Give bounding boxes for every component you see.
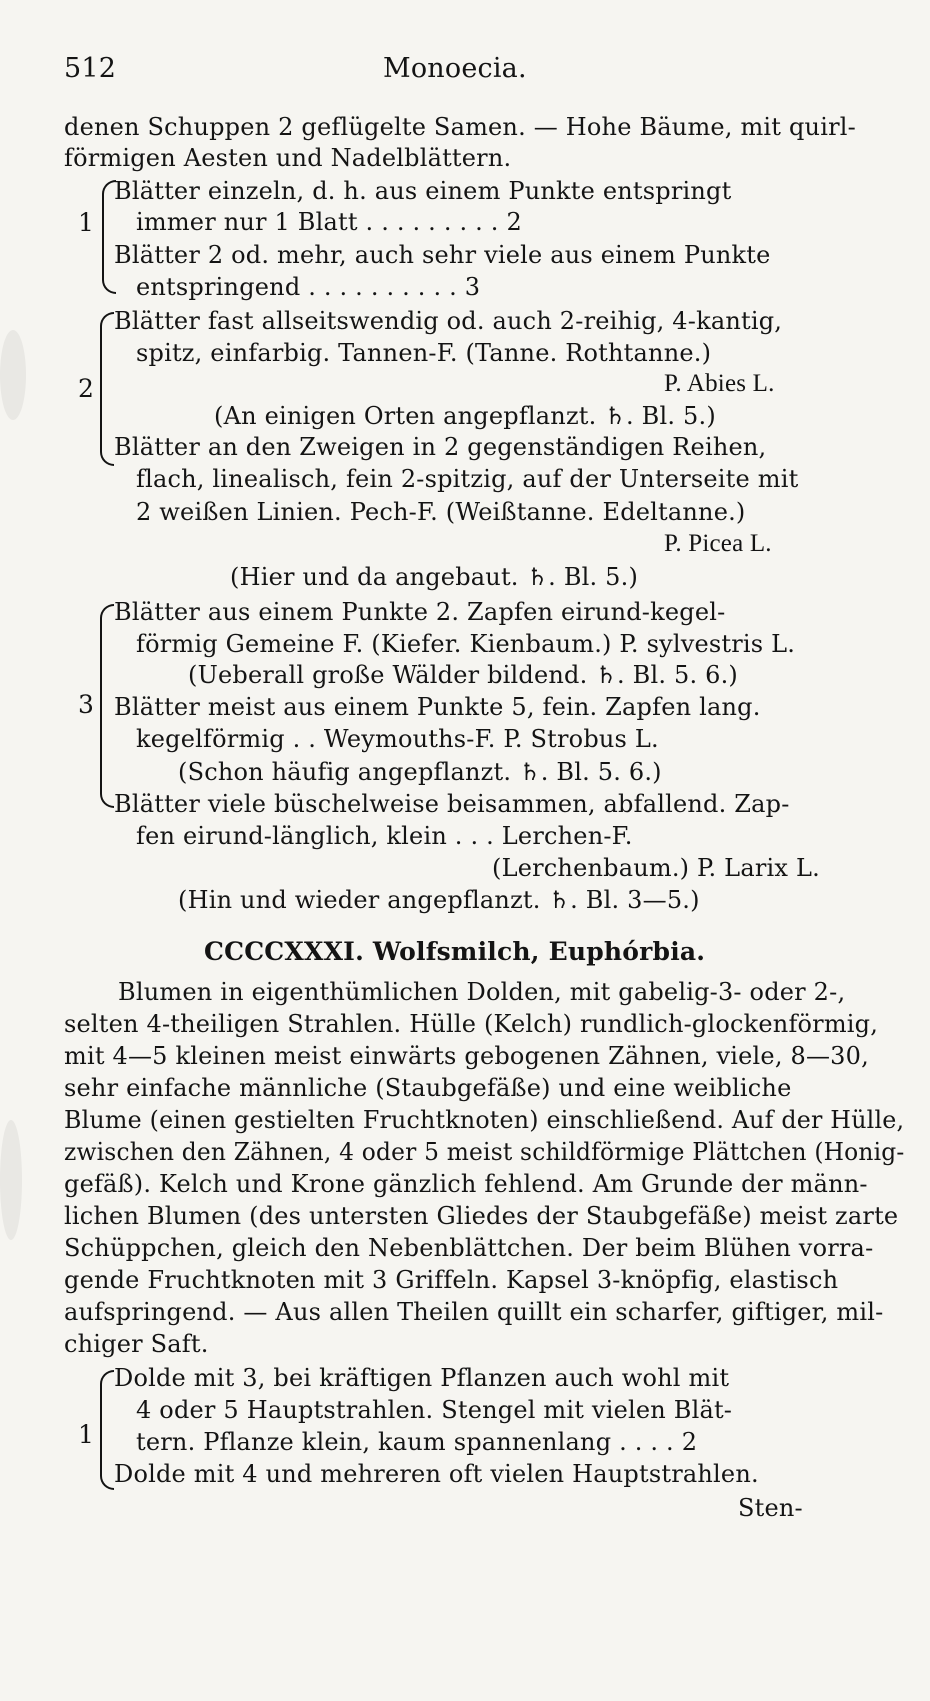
key-line: (Hin und wieder angepflanzt. ♄. Bl. 3—5.) xyxy=(178,886,700,914)
key-line: spitz, einfarbig. Tannen-F. (Tanne. Rothtanne.) xyxy=(136,339,712,367)
description-line: sehr einfache männliche (Staubgefäße) und eine weibliche xyxy=(64,1074,792,1102)
key-line: tern. Pflanze klein, kaum spannenlang . . . . 2 xyxy=(136,1428,698,1456)
key-line: 2 weißen Linien. Pech-F. (Weißtanne. Edeltanne.) xyxy=(136,498,746,526)
taxon-name: P. Picea L. xyxy=(664,530,772,557)
description-line: lichen Blumen (des untersten Gliedes der Staubgefäße) meist zarte xyxy=(64,1202,899,1230)
key-line: Blätter viele büschelweise beisammen, abfallend. Zap- xyxy=(114,790,790,818)
key-line: Blätter meist aus einem Punkte 5, fein. Zapfen lang. xyxy=(114,693,761,721)
key-line: Blätter fast allseitswendig od. auch 2-reihig, 4-kantig, xyxy=(114,307,783,335)
description-line: Blume (einen gestielten Fruchtknoten) einschließend. Auf der Hülle, xyxy=(64,1106,905,1134)
description-line: gefäß). Kelch und Krone gänzlich fehlend. Am Grunde der männ- xyxy=(64,1170,868,1198)
key-line: (Schon häufig angepflanzt. ♄. Bl. 5. 6.) xyxy=(178,758,662,786)
key-line: (Lerchenbaum.) P. Larix L. xyxy=(492,854,820,882)
paper-stain xyxy=(0,1120,22,1240)
key-line: 4 oder 5 Hauptstrahlen. Stengel mit vielen Blät- xyxy=(136,1396,733,1424)
description-line: aufspringend. — Aus allen Theilen quillt ein scharfer, giftiger, mil- xyxy=(64,1298,884,1326)
description-line: chiger Saft. xyxy=(64,1330,209,1358)
text-line: förmigen Aesten und Nadelblättern. xyxy=(64,144,512,172)
key-brace xyxy=(100,604,114,808)
key-line: fen eirund-länglich, klein . . . Lerchen-F. xyxy=(136,822,633,850)
key-line: Blätter aus einem Punkte 2. Zapfen eirund-kegel- xyxy=(114,598,726,626)
key-number: 1 xyxy=(78,1420,94,1449)
key-line: entspringend . . . . . . . . . . 3 xyxy=(136,273,481,301)
key-line: (An einigen Orten angepflanzt. ♄. Bl. 5.) xyxy=(214,402,716,430)
key-line: immer nur 1 Blatt . . . . . . . . . 2 xyxy=(136,208,522,236)
key-brace xyxy=(100,312,114,466)
key-number: 1 xyxy=(78,208,94,237)
description-line: gende Fruchtknoten mit 3 Griffeln. Kapsel 3-knöpfig, elastisch xyxy=(64,1266,839,1294)
key-line: Blätter einzeln, d. h. aus einem Punkte entspringt xyxy=(114,177,732,205)
page-number: 512 xyxy=(64,53,117,84)
description-line: mit 4—5 kleinen meist einwärts gebogenen Zähnen, viele, 8—30, xyxy=(64,1042,869,1070)
key-line: Dolde mit 4 und mehreren oft vielen Hauptstrahlen. xyxy=(114,1460,759,1488)
key-line: Dolde mit 3, bei kräftigen Pflanzen auch wohl mit xyxy=(114,1364,730,1392)
running-title: Monoecia. xyxy=(383,53,527,84)
description-line: Schüppchen, gleich den Nebenblättchen. Der beim Blühen vorra- xyxy=(64,1234,874,1262)
paper-stain xyxy=(0,330,26,420)
section-heading: CCCCXXXI. Wolfsmilch, Euphórbia. xyxy=(204,937,706,966)
key-line: Blätter an den Zweigen in 2 gegenständigen Reihen, xyxy=(114,433,767,461)
catchword: Sten- xyxy=(738,1494,803,1522)
taxon-name: P. Abies L. xyxy=(664,370,775,397)
key-line: kegelförmig . . Weymouths-F. P. Strobus L. xyxy=(136,725,659,753)
key-number: 2 xyxy=(78,374,94,403)
key-line: Blätter 2 od. mehr, auch sehr viele aus einem Punkte xyxy=(114,241,771,269)
description-line: selten 4-theiligen Strahlen. Hülle (Kelch) rundlich-glockenförmig, xyxy=(64,1010,879,1038)
key-line: förmig Gemeine F. (Kiefer. Kienbaum.) P. sylvestris L. xyxy=(136,630,796,658)
description-line: zwischen den Zähnen, 4 oder 5 meist schildförmige Plättchen (Honig- xyxy=(64,1138,905,1166)
text-line: denen Schuppen 2 geflügelte Samen. — Hohe Bäume, mit quirl- xyxy=(64,113,856,141)
key-line: (Hier und da angebaut. ♄. Bl. 5.) xyxy=(230,563,639,591)
key-line: flach, linealisch, fein 2-spitzig, auf der Unterseite mit xyxy=(136,465,799,493)
description-line: Blumen in eigenthümlichen Dolden, mit gabelig-3- oder 2-, xyxy=(118,978,846,1006)
key-brace xyxy=(100,1370,114,1490)
key-number: 3 xyxy=(78,690,94,719)
key-line: (Ueberall große Wälder bildend. ♄. Bl. 5. 6.) xyxy=(188,661,738,689)
